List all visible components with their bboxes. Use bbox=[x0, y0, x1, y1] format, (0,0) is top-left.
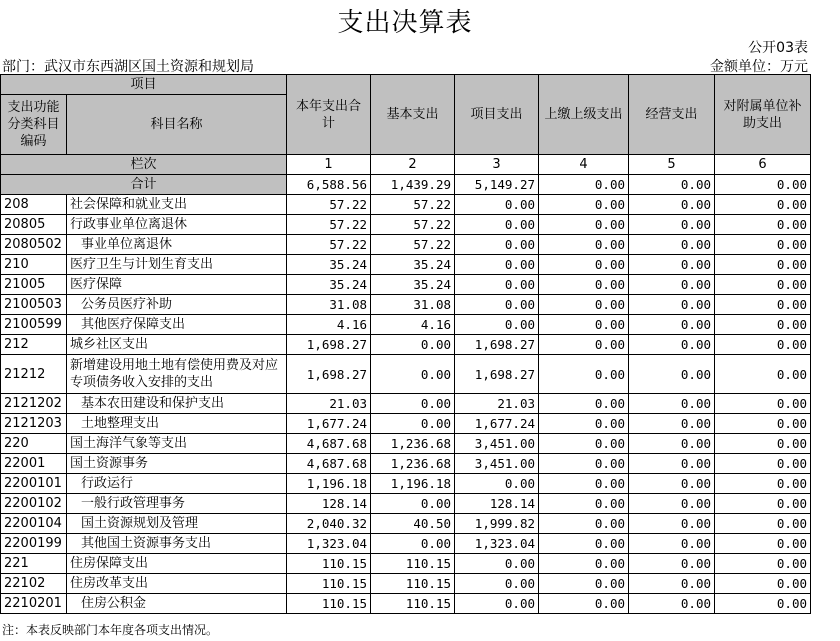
row-value: 0.00 bbox=[629, 414, 715, 434]
row-code: 2210201 bbox=[1, 594, 67, 614]
rownum-4: 4 bbox=[539, 155, 629, 175]
row-value: 0.00 bbox=[371, 414, 455, 434]
total-value: 1,439.29 bbox=[371, 175, 455, 195]
row-value: 0.00 bbox=[371, 335, 455, 355]
row-value: 0.00 bbox=[629, 514, 715, 534]
header-col-total: 本年支出合计 bbox=[287, 75, 371, 155]
row-value: 110.15 bbox=[371, 554, 455, 574]
row-value: 0.00 bbox=[455, 574, 539, 594]
row-value: 0.00 bbox=[629, 355, 715, 394]
total-value: 0.00 bbox=[629, 175, 715, 195]
row-value: 0.00 bbox=[539, 394, 629, 414]
row-value: 4.16 bbox=[287, 315, 371, 335]
row-name: 土地整理支出 bbox=[67, 414, 287, 434]
row-code: 221 bbox=[1, 554, 67, 574]
row-name: 公务员医疗补助 bbox=[67, 295, 287, 315]
row-value: 0.00 bbox=[715, 414, 811, 434]
row-value: 0.00 bbox=[539, 255, 629, 275]
row-value: 1,323.04 bbox=[287, 534, 371, 554]
row-value: 0.00 bbox=[715, 275, 811, 295]
row-value: 0.00 bbox=[629, 574, 715, 594]
row-value: 0.00 bbox=[455, 255, 539, 275]
table-body bbox=[1, 195, 811, 614]
row-value: 0.00 bbox=[715, 594, 811, 614]
row-value: 57.22 bbox=[287, 215, 371, 235]
row-code: 2121202 bbox=[1, 394, 67, 414]
total-value: 0.00 bbox=[715, 175, 811, 195]
row-value: 0.00 bbox=[539, 215, 629, 235]
row-value: 0.00 bbox=[715, 494, 811, 514]
row-value: 0.00 bbox=[539, 474, 629, 494]
row-name: 事业单位离退休 bbox=[67, 235, 287, 255]
report-title: 支出决算表 bbox=[337, 8, 473, 38]
row-name: 住房改革支出 bbox=[67, 574, 287, 594]
row-code: 210 bbox=[1, 255, 67, 275]
row-value: 110.15 bbox=[371, 594, 455, 614]
row-value: 0.00 bbox=[455, 295, 539, 315]
row-value: 0.00 bbox=[629, 554, 715, 574]
row-name: 基本农田建设和保护支出 bbox=[67, 394, 287, 414]
rownum-1: 1 bbox=[287, 155, 371, 175]
row-value: 0.00 bbox=[715, 335, 811, 355]
row-value: 35.24 bbox=[287, 275, 371, 295]
row-value: 0.00 bbox=[629, 474, 715, 494]
row-code: 2100599 bbox=[1, 315, 67, 335]
rownum-3: 3 bbox=[455, 155, 539, 175]
row-value: 4,687.68 bbox=[287, 454, 371, 474]
table-row bbox=[1, 434, 811, 454]
row-value: 0.00 bbox=[539, 295, 629, 315]
row-name: 住房保障支出 bbox=[67, 554, 287, 574]
row-value: 0.00 bbox=[539, 514, 629, 534]
row-value: 0.00 bbox=[371, 394, 455, 414]
row-value: 0.00 bbox=[629, 434, 715, 454]
table-row bbox=[1, 315, 811, 335]
row-value: 0.00 bbox=[539, 235, 629, 255]
table-row bbox=[1, 554, 811, 574]
table-row bbox=[1, 335, 811, 355]
row-value: 0.00 bbox=[629, 454, 715, 474]
row-code: 22102 bbox=[1, 574, 67, 594]
row-value: 0.00 bbox=[455, 315, 539, 335]
rownum-5: 5 bbox=[629, 155, 715, 175]
row-value: 0.00 bbox=[715, 474, 811, 494]
row-code: 20805 bbox=[1, 215, 67, 235]
row-value: 128.14 bbox=[455, 494, 539, 514]
row-value: 40.50 bbox=[371, 514, 455, 534]
row-value: 1,698.27 bbox=[455, 335, 539, 355]
row-value: 1,236.68 bbox=[371, 434, 455, 454]
row-value: 1,323.04 bbox=[455, 534, 539, 554]
row-value: 0.00 bbox=[715, 554, 811, 574]
table-row bbox=[1, 295, 811, 315]
row-name: 其他医疗保障支出 bbox=[67, 315, 287, 335]
row-code: 220 bbox=[1, 434, 67, 454]
row-value: 0.00 bbox=[629, 534, 715, 554]
table-row bbox=[1, 474, 811, 494]
row-value: 0.00 bbox=[539, 594, 629, 614]
row-value: 1,677.24 bbox=[455, 414, 539, 434]
row-value: 35.24 bbox=[371, 255, 455, 275]
row-value: 31.08 bbox=[287, 295, 371, 315]
row-value: 110.15 bbox=[287, 574, 371, 594]
row-value: 0.00 bbox=[715, 514, 811, 534]
row-value: 0.00 bbox=[371, 494, 455, 514]
row-value: 110.15 bbox=[287, 594, 371, 614]
rownum-6: 6 bbox=[715, 155, 811, 175]
row-value: 0.00 bbox=[371, 534, 455, 554]
row-value: 1,999.82 bbox=[455, 514, 539, 534]
row-value: 35.24 bbox=[287, 255, 371, 275]
table-row bbox=[1, 514, 811, 534]
row-code: 2121203 bbox=[1, 414, 67, 434]
row-value: 0.00 bbox=[455, 235, 539, 255]
table-row bbox=[1, 235, 811, 255]
row-code: 21005 bbox=[1, 275, 67, 295]
row-value: 0.00 bbox=[715, 434, 811, 454]
table-row bbox=[1, 394, 811, 414]
total-value: 5,149.27 bbox=[455, 175, 539, 195]
row-value: 1,236.68 bbox=[371, 454, 455, 474]
row-value: 57.22 bbox=[371, 195, 455, 215]
row-value: 0.00 bbox=[539, 574, 629, 594]
row-code: 2200104 bbox=[1, 514, 67, 534]
row-name: 其他国土资源事务支出 bbox=[67, 534, 287, 554]
row-value: 0.00 bbox=[455, 215, 539, 235]
row-value: 0.00 bbox=[715, 355, 811, 394]
amount-unit-label: 金额单位：万元 bbox=[710, 59, 808, 75]
row-code: 2080502 bbox=[1, 235, 67, 255]
row-code: 21212 bbox=[1, 355, 67, 394]
table-row bbox=[1, 195, 811, 215]
table-row bbox=[1, 215, 811, 235]
header-col-project: 项目支出 bbox=[455, 75, 539, 155]
row-name: 行政事业单位离退休 bbox=[67, 215, 287, 235]
row-name: 医疗卫生与计划生育支出 bbox=[67, 255, 287, 275]
row-value: 0.00 bbox=[715, 215, 811, 235]
total-value: 0.00 bbox=[539, 175, 629, 195]
row-value: 0.00 bbox=[715, 295, 811, 315]
total-value: 6,588.56 bbox=[287, 175, 371, 195]
row-value: 0.00 bbox=[539, 454, 629, 474]
table-row bbox=[1, 494, 811, 514]
row-value: 0.00 bbox=[455, 554, 539, 574]
row-value: 0.00 bbox=[539, 195, 629, 215]
row-value: 0.00 bbox=[371, 355, 455, 394]
row-code: 2100503 bbox=[1, 295, 67, 315]
row-name: 社会保障和就业支出 bbox=[67, 195, 287, 215]
row-value: 0.00 bbox=[715, 195, 811, 215]
row-value: 0.00 bbox=[715, 315, 811, 335]
row-value: 0.00 bbox=[539, 494, 629, 514]
footnote: 注：本表反映部门本年度各项支出情况。 bbox=[2, 623, 219, 637]
header-col-business: 经营支出 bbox=[629, 75, 715, 155]
row-value: 1,677.24 bbox=[287, 414, 371, 434]
row-value: 0.00 bbox=[629, 195, 715, 215]
row-value: 35.24 bbox=[371, 275, 455, 295]
row-value: 1,196.18 bbox=[371, 474, 455, 494]
row-value: 0.00 bbox=[715, 534, 811, 554]
row-value: 0.00 bbox=[715, 454, 811, 474]
row-value: 0.00 bbox=[629, 275, 715, 295]
row-name: 城乡社区支出 bbox=[67, 335, 287, 355]
row-value: 0.00 bbox=[629, 295, 715, 315]
header-col-subsidy: 对附属单位补助支出 bbox=[715, 75, 811, 155]
header-item: 项目 bbox=[1, 75, 287, 95]
row-name: 国土资源规划及管理 bbox=[67, 514, 287, 534]
row-code: 2200101 bbox=[1, 474, 67, 494]
row-code: 208 bbox=[1, 195, 67, 215]
row-value: 0.00 bbox=[539, 315, 629, 335]
row-value: 2,040.32 bbox=[287, 514, 371, 534]
row-value: 21.03 bbox=[455, 394, 539, 414]
row-value: 128.14 bbox=[287, 494, 371, 514]
row-code: 2200199 bbox=[1, 534, 67, 554]
row-value: 3,451.00 bbox=[455, 454, 539, 474]
row-name: 新增建设用地土地有偿使用费及对应专项债务收入安排的支出 bbox=[67, 355, 287, 394]
expenditure-table bbox=[0, 74, 811, 614]
row-name: 国土海洋气象等支出 bbox=[67, 434, 287, 454]
row-value: 0.00 bbox=[715, 235, 811, 255]
row-value: 1,196.18 bbox=[287, 474, 371, 494]
row-name: 住房公积金 bbox=[67, 594, 287, 614]
row-value: 3,451.00 bbox=[455, 434, 539, 454]
rownum-2: 2 bbox=[371, 155, 455, 175]
row-value: 0.00 bbox=[455, 474, 539, 494]
total-label: 合计 bbox=[1, 175, 287, 195]
row-value: 0.00 bbox=[629, 494, 715, 514]
row-value: 0.00 bbox=[629, 215, 715, 235]
row-value: 1,698.27 bbox=[455, 355, 539, 394]
row-value: 0.00 bbox=[715, 394, 811, 414]
row-value: 57.22 bbox=[287, 195, 371, 215]
table-row bbox=[1, 355, 811, 394]
header-name: 科目名称 bbox=[67, 95, 287, 155]
row-value: 0.00 bbox=[539, 414, 629, 434]
row-value: 57.22 bbox=[371, 215, 455, 235]
row-value: 0.00 bbox=[715, 255, 811, 275]
row-value: 4.16 bbox=[371, 315, 455, 335]
table-row bbox=[1, 574, 811, 594]
row-value: 57.22 bbox=[371, 235, 455, 255]
row-name: 行政运行 bbox=[67, 474, 287, 494]
row-code: 2200102 bbox=[1, 494, 67, 514]
row-value: 57.22 bbox=[287, 235, 371, 255]
row-value: 0.00 bbox=[629, 335, 715, 355]
header-col-basic: 基本支出 bbox=[371, 75, 455, 155]
department-label: 部门：武汉市东西湖区国土资源和规划局 bbox=[2, 59, 254, 75]
row-value: 1,698.27 bbox=[287, 335, 371, 355]
row-code: 22001 bbox=[1, 454, 67, 474]
row-value: 0.00 bbox=[539, 275, 629, 295]
row-value: 0.00 bbox=[629, 594, 715, 614]
row-value: 110.15 bbox=[371, 574, 455, 594]
table-row bbox=[1, 275, 811, 295]
table-row bbox=[1, 414, 811, 434]
row-value: 0.00 bbox=[539, 434, 629, 454]
row-value: 0.00 bbox=[539, 335, 629, 355]
row-value: 0.00 bbox=[629, 394, 715, 414]
row-value: 0.00 bbox=[455, 195, 539, 215]
row-value: 0.00 bbox=[539, 355, 629, 394]
header-col-remit: 上缴上级支出 bbox=[539, 75, 629, 155]
row-value: 0.00 bbox=[715, 574, 811, 594]
row-value: 0.00 bbox=[629, 255, 715, 275]
row-value: 0.00 bbox=[539, 534, 629, 554]
row-value: 0.00 bbox=[539, 554, 629, 574]
rownum-label: 栏次 bbox=[1, 155, 287, 175]
row-value: 0.00 bbox=[629, 235, 715, 255]
table-row bbox=[1, 454, 811, 474]
form-number: 公开03表 bbox=[748, 40, 808, 56]
row-value: 0.00 bbox=[455, 275, 539, 295]
row-value: 31.08 bbox=[371, 295, 455, 315]
row-value: 21.03 bbox=[287, 394, 371, 414]
row-name: 一般行政管理事务 bbox=[67, 494, 287, 514]
table-row bbox=[1, 594, 811, 614]
table-row bbox=[1, 255, 811, 275]
header-code: 支出功能分类科目编码 bbox=[1, 95, 67, 155]
row-code: 212 bbox=[1, 335, 67, 355]
row-value: 1,698.27 bbox=[287, 355, 371, 394]
row-value: 4,687.68 bbox=[287, 434, 371, 454]
row-value: 0.00 bbox=[455, 594, 539, 614]
row-name: 国土资源事务 bbox=[67, 454, 287, 474]
row-value: 0.00 bbox=[629, 315, 715, 335]
row-name: 医疗保障 bbox=[67, 275, 287, 295]
row-value: 110.15 bbox=[287, 554, 371, 574]
table-row bbox=[1, 534, 811, 554]
